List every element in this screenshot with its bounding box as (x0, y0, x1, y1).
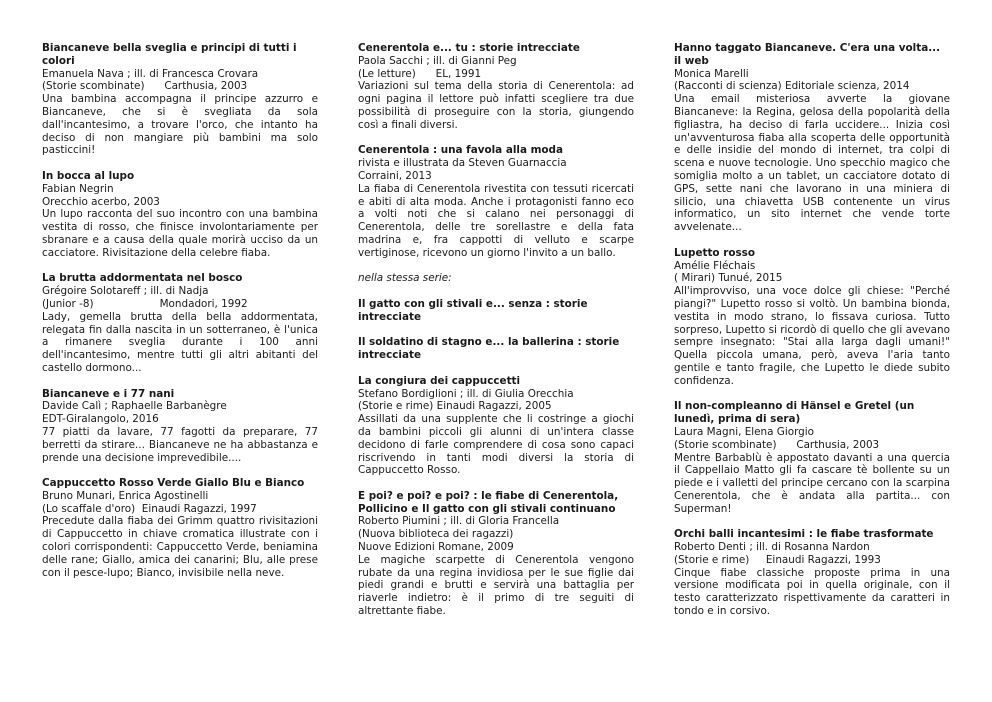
book-entry (42, 477, 318, 579)
book-title: Biancaneve e i 77 nani (42, 387, 175, 400)
column-3 (674, 42, 950, 631)
book-publication: (Le letture) EL, 1991 (358, 67, 482, 80)
book-description: Variazioni sul tema della storia di Cenerentola: ad ogni pagina il lettore può infatti scegliere tra due possibilità di proseguire con la storia, giungendo così a finali diversi. (358, 80, 634, 131)
book-entry (42, 272, 318, 374)
book-title: In bocca al lupo (42, 169, 135, 182)
book-entry (674, 528, 950, 618)
book-description: Precedute dalla fiaba dei Grimm quattro rivisitazioni di Cappuccetto in chiave cromatica illustrate con i colori corrispondenti: Cappuccetto Verde, beniamina delle rane; Giallo, amica dei canarini; Blu, alle prese con il pesce-lupo; Bianco, invisibile nella neve. (42, 515, 318, 579)
book-description: Assillati da una supplente che li costringe a giochi da bambini piccoli gli alunni di un'intera classe decidono di farle comprendere di cosa sono capaci riscrivendo in tanti modi diversi la storia di Cappuccetto Rosso. (358, 413, 634, 477)
book-title: Biancaneve bella sveglia e principi di tutti i colori (42, 42, 297, 67)
book-title: Cappuccetto Rosso Verde Giallo Blu e Bianco (42, 477, 305, 490)
book-description: All'improvviso, una voce dolce gli chiese: "Perché piangi?" Lupetto rosso si voltò. Un bambina bionda, vestita in modo strano, lo fissava curiosa. Tutto sorpreso, Lupetto si ricordò di quello che gli avevano sempre insegnato: "Stai alla larga dagli umani!" Quella piccola umana, però, aveva l'aria tanto gentile e tanto fragile, che Lupetto le diede subito confidenza. (674, 285, 950, 387)
book-title: Cenerentola : una favola alla moda (358, 144, 563, 157)
book-publication: (Nuova biblioteca dei ragazzi) (358, 528, 514, 541)
book-entry (42, 170, 318, 260)
book-title: Il non-compleanno di Hänsel e Gretel (un lunedì, prima di sera) (674, 400, 915, 426)
book-title: E poi? e poi? e poi? : le fiabe di Cenerentola, Pollicino e Il gatto con gli stivali continuano (358, 489, 619, 515)
book-entry (358, 298, 634, 324)
book-author: Laura Magni, Elena Giorgio (674, 425, 815, 438)
book-entry (358, 490, 634, 618)
book-title: Hanno taggato Biancaneve. C'era una volta... il web (674, 42, 941, 67)
book-entry (674, 247, 950, 388)
book-description: La fiaba di Cenerentola rivestita con tessuti ricercati e abiti di alta moda. Anche i protagonisti fanno eco a volti noti che si calano nei personaggi di Cenerentola, delle tre sorellastre e della fata madrina e, fra cappotti di velluto e scarpe vertiginose, ricevono un giorno l'invito a un ballo. (358, 182, 634, 259)
book-publication: Nuove Edizioni Romane, 2009 (358, 541, 514, 554)
book-entry (42, 388, 318, 465)
column-2 (358, 42, 634, 631)
book-title: Lupetto rosso (674, 246, 755, 259)
book-description: Mentre Barbablù è appostato davanti a una quercia il Cappellaio Matto gli fa cascare tè bollente su un piede e i valletti del principe cercano con la scarpina Cenerentola, che è andata alla partita... con Superman! (674, 451, 950, 515)
book-entry (358, 336, 634, 362)
book-title: Cenerentola e... tu : storie intrecciate (358, 42, 580, 54)
book-entry (674, 42, 950, 234)
book-author: Fabian Negrin (42, 182, 114, 195)
book-description: 77 piatti da lavare, 77 fagotti da preparare, 77 berretti da stirare... Biancaneve ne ha abbastanza e prende una decisione imprevedibile.... (42, 425, 318, 464)
book-description: Un lupo racconta del suo incontro con una bambina vestita di rosso, che finisce involontariamente per sbranare e a causa della quale morirà ucciso da un cacciatore. Rivisitazione della celebre fiaba. (42, 208, 318, 259)
book-author: Paola Sacchi ; ill. di Gianni Peg (358, 54, 517, 67)
book-entry (358, 375, 634, 477)
book-author: Bruno Munari, Enrica Agostinelli (42, 489, 209, 502)
book-publication: Corraini, 2013 (358, 169, 432, 182)
book-publication: EDT-Giralangolo, 2016 (42, 413, 159, 426)
book-title: La brutta addormentata nel bosco (42, 272, 243, 285)
book-author: Roberto Piumini ; ill. di Gloria Francella (358, 515, 560, 528)
book-publication: ( Mirari) Tunué, 2015 (674, 272, 783, 285)
book-author: Grégoire Solotareff ; ill. di Nadja (42, 285, 209, 298)
book-description: Una email misteriosa avverte la giovane Biancaneve: la Regina, gelosa della popolarità della figliastra, ha deciso di farla uccidere... Inizia così un'avventurosa fiaba alla scoperta delle opportunità e delle insidie del mondo di internet, tra colpi di scena e nuove tecnologie. Uno specchio magico che somiglia molto a un tablet, un cacciatore dotato di GPS, sette nani che lavorano in una miniera di silicio, una chiavetta USB contenente un virus informatico, un sito internet che vende torte avvelenate... (674, 93, 950, 234)
book-description: Una bambina accompagna il principe azzurro e Biancaneve, che si è svegliata da sola dall'incantesimo, a trovare l'orco, che intanto ha deciso di non mangiare più bambini ma solo pasticcini! (42, 93, 318, 157)
book-publication: (Storie e rime) Einaudi Ragazzi, 2005 (358, 400, 552, 413)
book-author: Stefano Bordiglioni ; ill. di Giulia Orecchia (358, 387, 574, 400)
book-publication: (Racconti di scienza) Editoriale scienza, 2014 (674, 80, 910, 93)
book-publication: (Lo scaffale d'oro) Einaudi Ragazzi, 1997 (42, 502, 257, 515)
book-title: La congiura dei cappuccetti (358, 374, 521, 387)
book-entry (358, 42, 634, 132)
book-title: Il soldatino di stagno e... la ballerina : storie intrecciate (358, 336, 620, 362)
book-author: Amélie Fléchais (674, 259, 756, 272)
book-author: rivista e illustrata da Steven Guarnaccia (358, 157, 567, 170)
column-1 (42, 42, 318, 592)
book-description: Cinque fiabe classiche proposte prima in una versione modificata poi in quella originale, con il testo caratterizzato rispettivamente da caratteri in tondo e in corsivo. (674, 566, 950, 618)
book-publication: (Junior -8) Mondadori, 1992 (42, 297, 248, 310)
book-publication: (Storie scombinate) Carthusia, 2003 (42, 80, 248, 93)
book-description: Le magiche scarpette di Cenerentola vengono rubate da una regina invidiosa per le sue figlie dai piedi grandi e brutti e servirà una battaglia per riaverle indietro: è il primo di tre seguiti di altrettante fiabe. (358, 553, 634, 618)
book-publication: Orecchio acerbo, 2003 (42, 195, 160, 208)
book-entry (42, 42, 318, 157)
book-author: Emanuela Nava ; ill. di Francesca Crovara (42, 67, 259, 80)
book-entry (358, 144, 634, 259)
book-author: Monica Marelli (674, 67, 749, 80)
book-entry (674, 400, 950, 515)
book-title: Il gatto con gli stivali e... senza : storie intrecciate (358, 297, 588, 323)
book-author: Davide Calì ; Raphaelle Barbanègre (42, 400, 227, 413)
book-publication: (Storie e rime) Einaudi Ragazzi, 1993 (674, 553, 881, 566)
book-description: Lady, gemella brutta della bella addormentata, relegata fin dalla nascita in un sotterraneo, è l'unica a rimanere sveglia durante i 100 anni dell'incantesimo, mentre tutti gli altri abitanti del castello dormono... (42, 310, 318, 374)
book-author: Roberto Denti ; ill. di Rosanna Nardon (674, 541, 870, 554)
book-publication: (Storie scombinate) Carthusia, 2003 (674, 438, 880, 451)
series-note: nella stessa serie: (358, 272, 452, 285)
book-title: Orchi balli incantesimi : le fiabe trasformate (674, 528, 934, 541)
